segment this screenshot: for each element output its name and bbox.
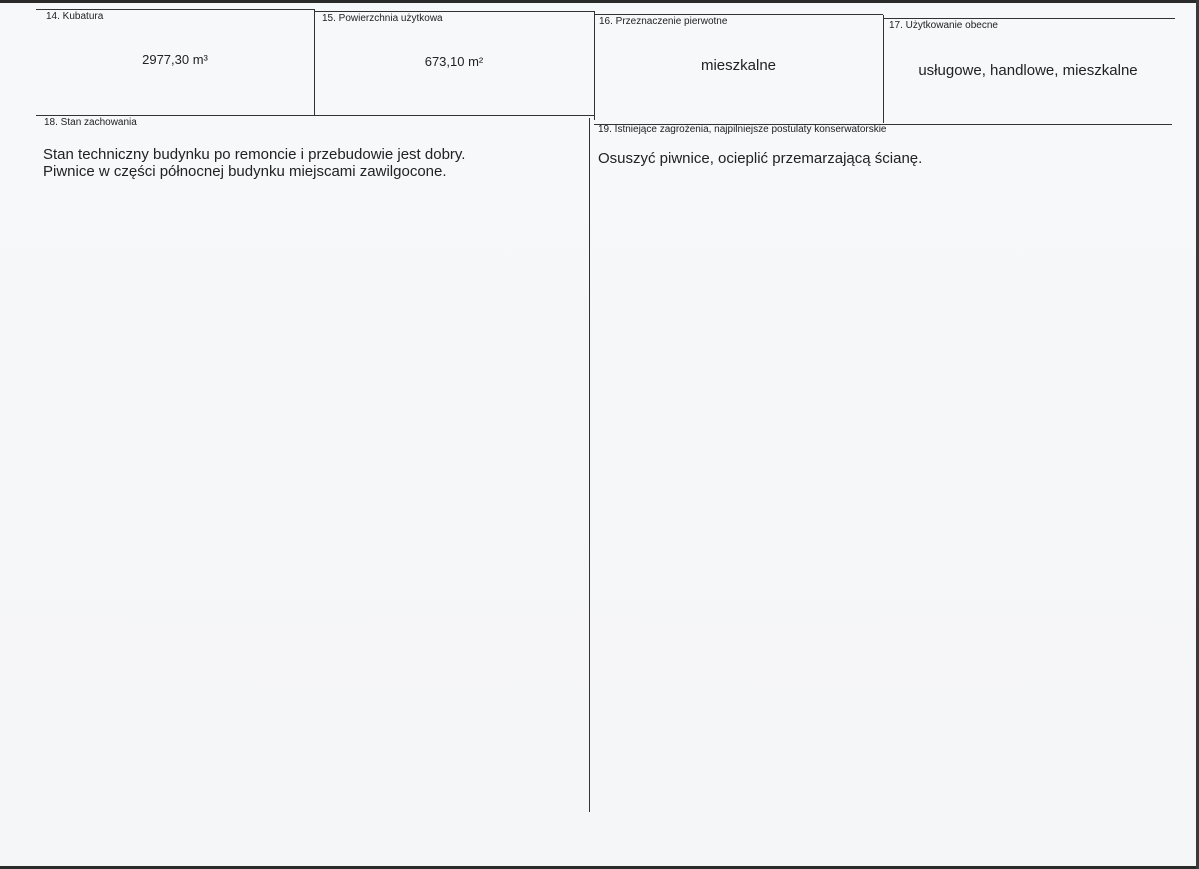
rule-kubatura-top (36, 9, 314, 10)
kubatura-label: 14. Kubatura (46, 11, 104, 22)
stan-line: Piwnice w części północnej budynku miejscami zawilgocone. (43, 163, 447, 180)
przeznaczenie-value: mieszkalne (700, 57, 777, 74)
rule-uzytkowanie-top (883, 18, 1175, 19)
stan-label: 18. Stan zachowania (44, 117, 137, 128)
zagrozenia-line: Osuszyć piwnice, ocieplić przemarzającą ścianę. (598, 150, 923, 167)
rule-powierzchnia-top (314, 11, 594, 12)
page-edge-top (0, 0, 1199, 3)
zagrozenia-text (598, 150, 922, 167)
powierzchnia-value: 673,10 m² (424, 54, 484, 69)
stan-line: Stan techniczny budynku po remoncie i przebudowie jest dobry. (43, 146, 466, 163)
przeznaczenie-label: 16. Przeznaczenie pierwotne (599, 16, 728, 27)
divider-18-19 (589, 118, 590, 812)
powierzchnia-label: 15. Powierzchnia użytkowa (322, 13, 443, 24)
uzytkowanie-value: usługowe, handlowe, mieszkalne (918, 62, 1138, 79)
kubatura-value: 2977,30 m³ (142, 52, 208, 67)
uzytkowanie-label: 17. Użytkowanie obecne (889, 20, 998, 31)
zagrozenia-label: 19. Istniejące zagrożenia, najpilniejsze postulaty konserwatorskie (598, 124, 887, 135)
rule-przeznaczenie-top (594, 14, 883, 15)
rule-stan-top (36, 115, 594, 116)
stan-text (43, 146, 465, 180)
